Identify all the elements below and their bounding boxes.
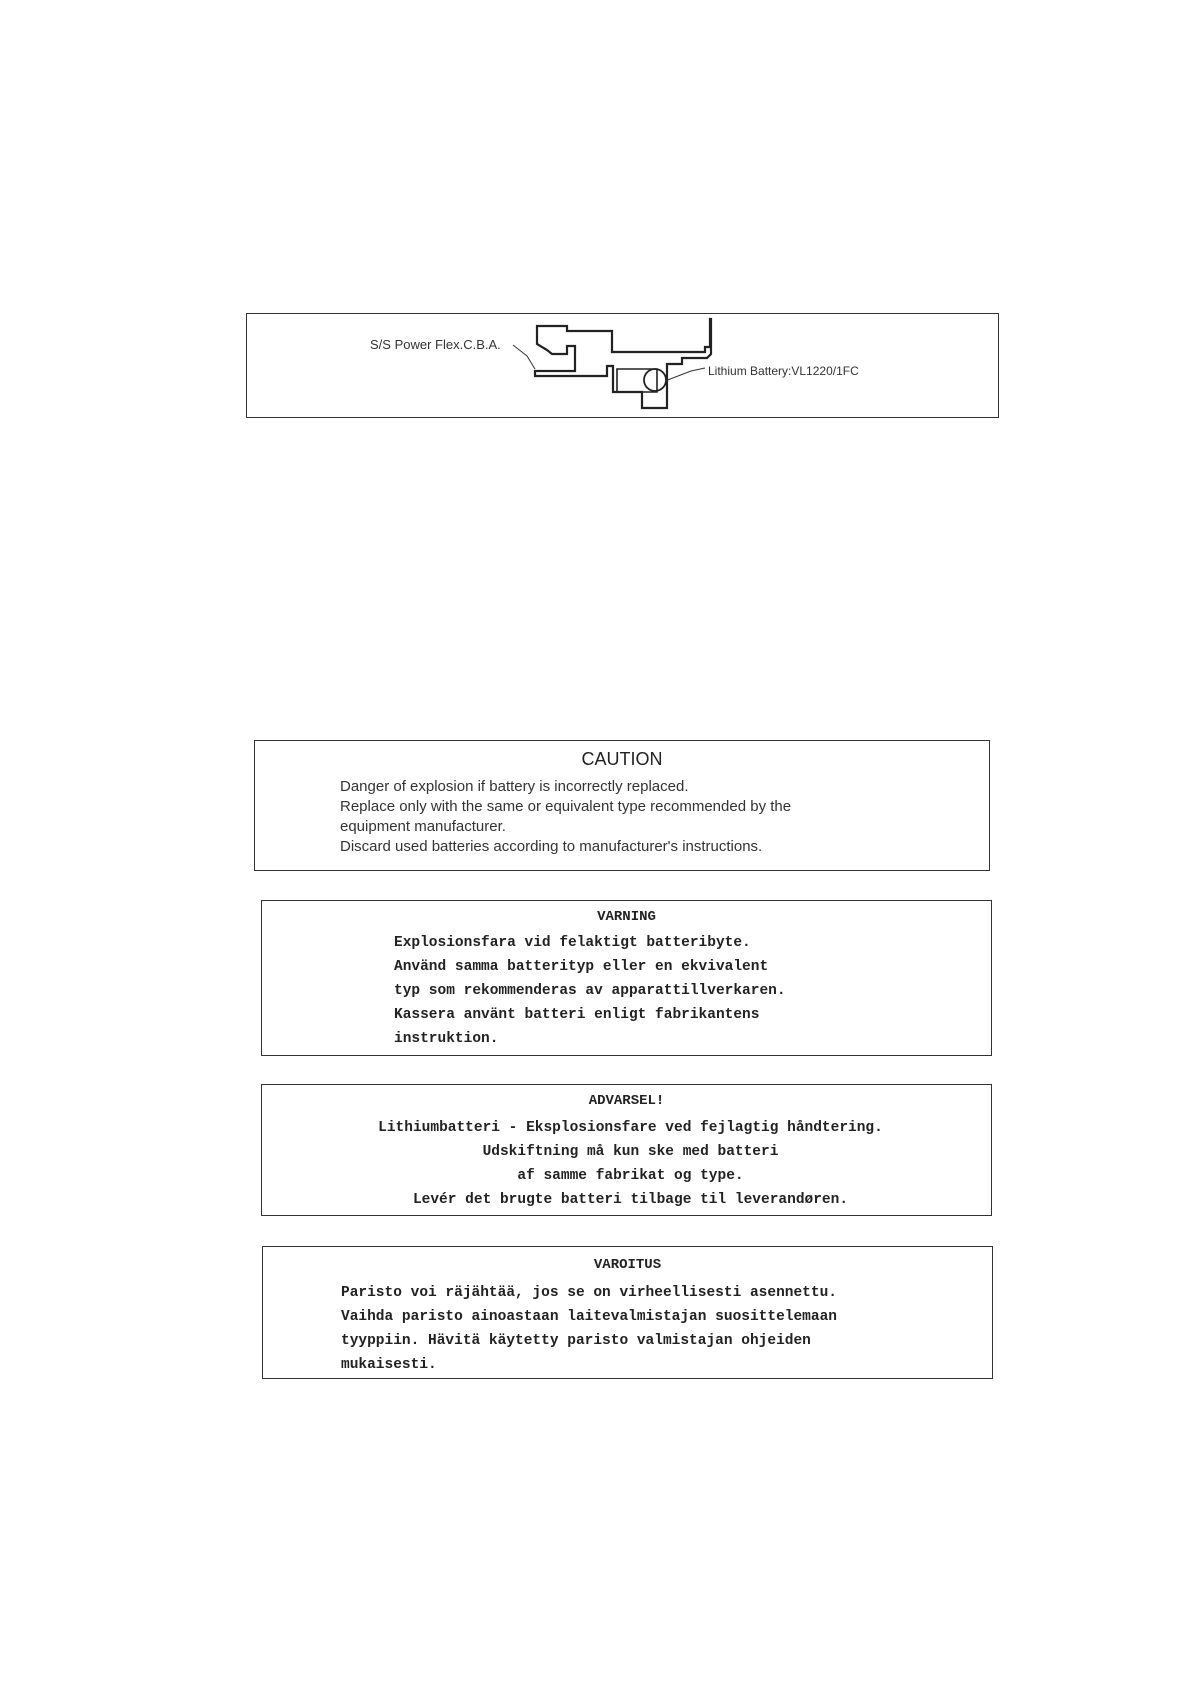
battery-circle xyxy=(644,369,666,391)
pcb-inner-outline xyxy=(617,369,657,392)
advarsel-line: Lithiumbatteri - Eksplosionsfare ved fejlagtig håndtering. xyxy=(378,1120,883,1136)
caution-title: CAUTION xyxy=(581,749,663,769)
varning-line: Använd samma batterityp eller en ekvivalent xyxy=(394,959,769,975)
varoitus-text xyxy=(341,1281,837,1377)
caution-line: Discard used batteries according to manufacturer's instructions. xyxy=(340,838,763,855)
varning-line: Kassera använt batteri enligt fabrikantens xyxy=(394,1007,760,1023)
varoitus-line: mukaisesti. xyxy=(341,1357,437,1373)
advarsel-title: ADVARSEL! xyxy=(588,1093,665,1109)
caution-line: Danger of explosion if battery is incorrectly replaced. xyxy=(340,778,689,795)
warning-notice-danish xyxy=(261,1084,992,1216)
varoitus-line: Paristo voi räjähtää, jos se on virheellisesti asennettu. xyxy=(341,1285,837,1301)
advarsel-line: Udskiftning må kun ske med batteri xyxy=(482,1144,779,1160)
advarsel-line: Levér det brugte batteri tilbage til leverandøren. xyxy=(412,1192,849,1208)
pcb-outline xyxy=(535,319,711,408)
varning-line: instruktion. xyxy=(394,1031,499,1047)
caution-line: Replace only with the same or equivalent type recommended by the xyxy=(340,798,792,815)
warning-notice-finnish xyxy=(262,1246,993,1379)
varoitus-line: Vaihda paristo ainoastaan laitevalmistajan suosittelemaan xyxy=(341,1309,837,1325)
battery-leader-line xyxy=(665,368,705,381)
pcb-outline-drawing xyxy=(247,314,1000,419)
caution-line: equipment manufacturer. xyxy=(340,818,506,835)
varoitus-line: tyyppiin. Hävitä käytetty paristo valmistajan ohjeiden xyxy=(341,1333,811,1349)
varning-title: VARNING xyxy=(597,909,656,925)
board-leader-line xyxy=(513,345,535,369)
varoitus-title: VAROITUS xyxy=(593,1257,662,1273)
caution-notice-english xyxy=(254,740,990,871)
board-label: S/S Power Flex.C.B.A. xyxy=(370,337,501,352)
advarsel-text xyxy=(262,1116,991,1212)
caution-text xyxy=(340,777,791,857)
battery-location-diagram xyxy=(246,313,999,418)
battery-label: Lithium Battery:VL1220/1FC xyxy=(708,364,859,378)
advarsel-line: af samme fabrikat og type. xyxy=(517,1168,744,1184)
warning-notice-swedish xyxy=(261,900,992,1056)
varning-text xyxy=(394,931,786,1051)
varning-line: Explosionsfara vid felaktigt batteribyte. xyxy=(394,935,751,951)
varning-line: typ som rekommenderas av apparattillverkaren. xyxy=(394,983,786,999)
